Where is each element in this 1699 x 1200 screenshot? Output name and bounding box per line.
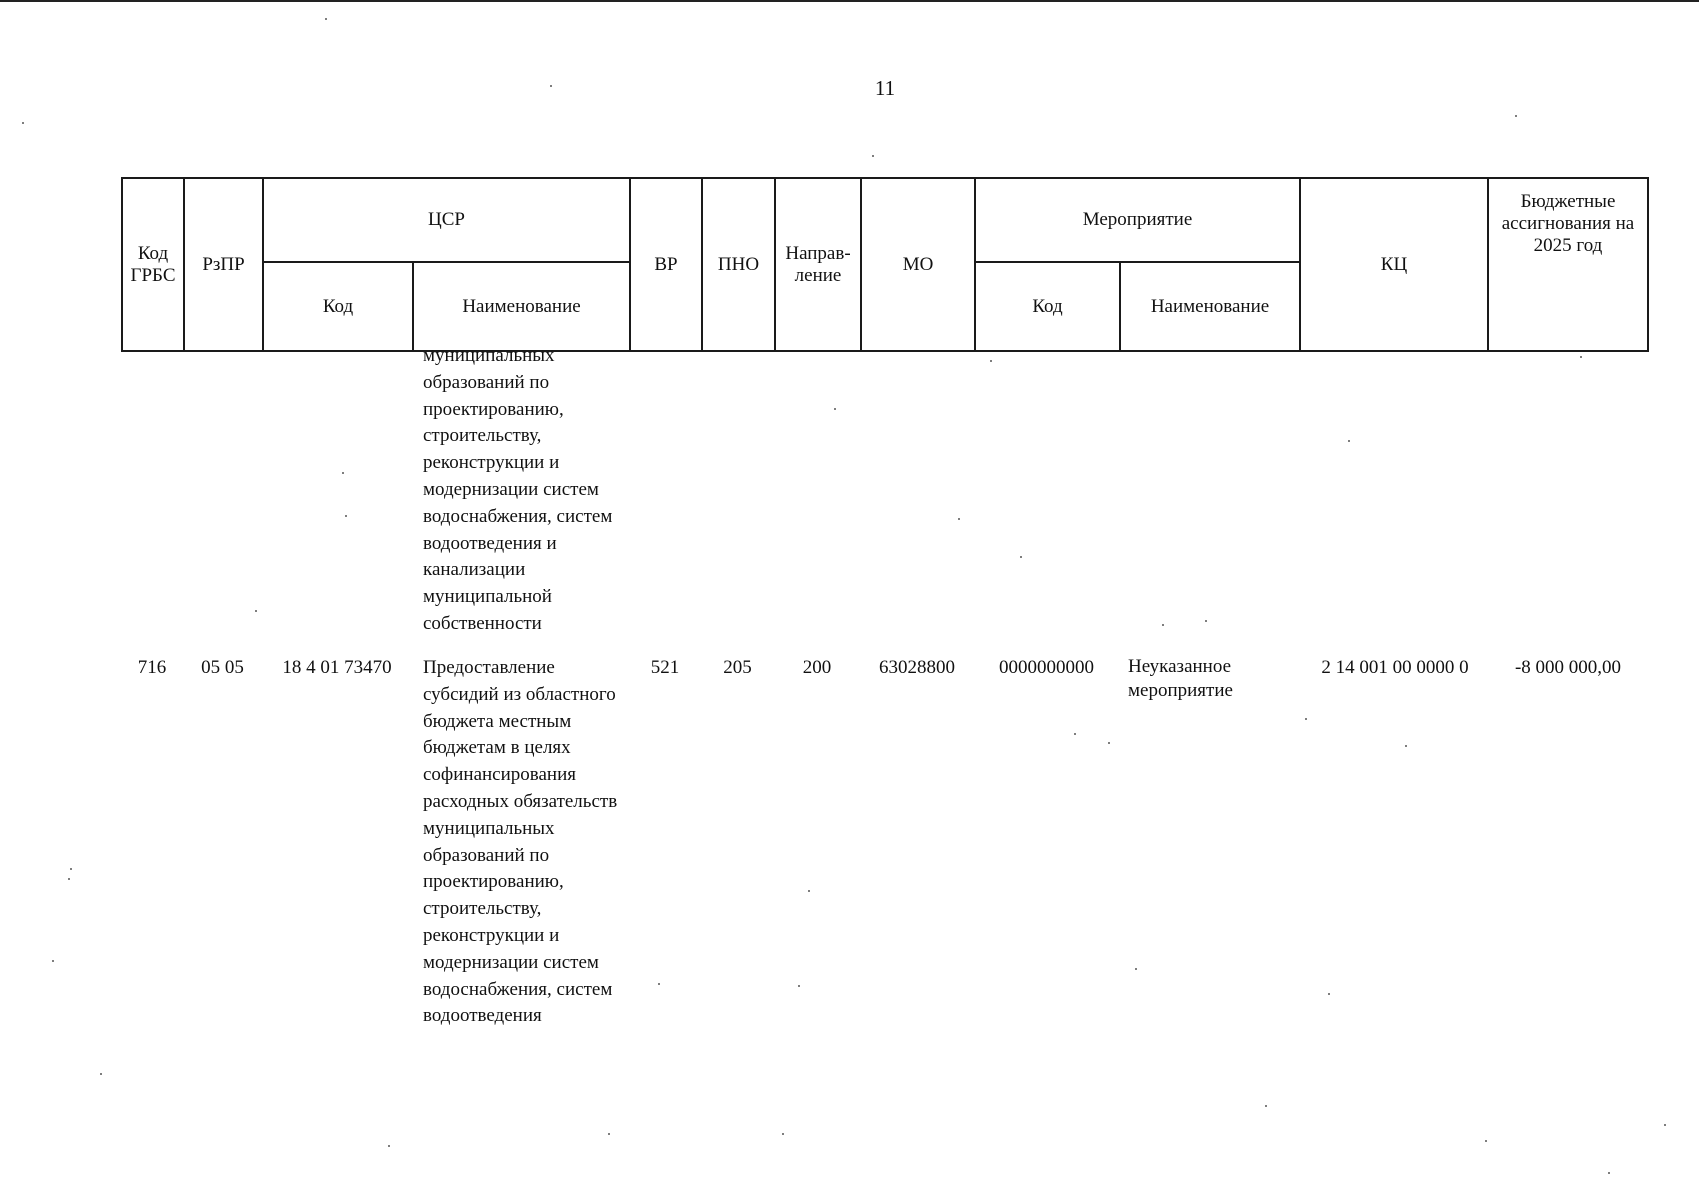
scan-speck <box>1608 1172 1610 1174</box>
scan-speck <box>834 408 836 410</box>
scan-speck <box>798 985 800 987</box>
header-event-code: Код <box>975 262 1120 351</box>
row-direction: 200 <box>802 657 832 678</box>
scan-speck <box>325 18 327 20</box>
scan-speck <box>68 878 70 880</box>
scan-speck <box>1515 115 1517 117</box>
scan-speck <box>1348 440 1350 442</box>
scan-speck <box>1108 742 1110 744</box>
scan-speck <box>1405 745 1407 747</box>
scan-speck <box>1020 556 1022 558</box>
header-mo: МО <box>861 178 975 351</box>
row-mo: 63028800 <box>879 657 955 678</box>
scan-speck <box>1328 993 1330 995</box>
header-budget: Бюджетные ассигнования на 2025 год <box>1488 178 1648 351</box>
header-event-name: Наименование <box>1120 262 1300 351</box>
scan-speck <box>1205 620 1207 622</box>
row-event-name: Неуказанное мероприятие <box>1128 656 1233 701</box>
header-pno: ПНО <box>702 178 775 351</box>
scan-speck <box>1265 1105 1267 1107</box>
continued-row-name: муниципальных образований по проектированию, строительству, реконструкции и модернизации систем водоснабжения, систем водоотведения и канализации муниципальной собственности <box>423 345 613 634</box>
scan-speck <box>1135 968 1137 970</box>
scan-speck <box>70 868 72 870</box>
scan-speck <box>658 983 660 985</box>
scan-speck <box>1580 356 1582 358</box>
row-csr-name: Предоставление субсидий из областного бюджета местным бюджетам в целях софинансирования расходных обязательств муниципальных образований по проектированию, строительству, реконструкции и модернизации систем водоснабжения, систем водоотведения <box>423 657 618 1027</box>
scan-speck <box>100 1073 102 1075</box>
header-csr: ЦСР <box>263 178 630 262</box>
scan-speck <box>1664 1124 1666 1126</box>
row-kc: 2 14 001 00 0000 0 <box>1321 657 1469 678</box>
header-grbs-code: Код ГРБС <box>122 178 184 351</box>
row-event-code: 0000000000 <box>999 657 1094 678</box>
scan-speck <box>808 890 810 892</box>
scan-speck <box>345 515 347 517</box>
scan-speck <box>990 360 992 362</box>
scan-speck <box>958 518 960 520</box>
scan-speck <box>1485 1140 1487 1142</box>
header-csr-code: Код <box>263 262 413 351</box>
scan-speck <box>1162 624 1164 626</box>
scan-speck <box>608 1133 610 1135</box>
row-grbs-code: 716 <box>137 657 167 678</box>
scan-speck <box>22 122 24 124</box>
header-rzpr: РзПР <box>184 178 263 351</box>
row-vr: 521 <box>650 657 680 678</box>
header-kc: КЦ <box>1300 178 1488 351</box>
scan-speck <box>1074 733 1076 735</box>
scan-speck <box>872 155 874 157</box>
scan-speck <box>782 1133 784 1135</box>
page-top-rule <box>0 0 1699 2</box>
header-csr-name: Наименование <box>413 262 630 351</box>
scan-speck <box>52 960 54 962</box>
budget-table-header <box>121 177 1649 352</box>
scan-speck <box>1305 718 1307 720</box>
header-direction: Направ-ление <box>775 178 861 351</box>
header-vr: ВР <box>630 178 702 351</box>
row-budget-amount: -8 000 000,00 <box>1514 657 1622 678</box>
scan-speck <box>342 472 344 474</box>
scan-speck <box>255 610 257 612</box>
row-csr-code: 18 4 01 73470 <box>282 657 392 678</box>
page-number: 11 <box>874 76 896 100</box>
scan-speck <box>388 1145 390 1147</box>
header-event: Мероприятие <box>975 178 1300 262</box>
row-pno: 205 <box>723 657 752 678</box>
row-rzpr: 05 05 <box>201 657 244 678</box>
scan-speck <box>550 85 552 87</box>
